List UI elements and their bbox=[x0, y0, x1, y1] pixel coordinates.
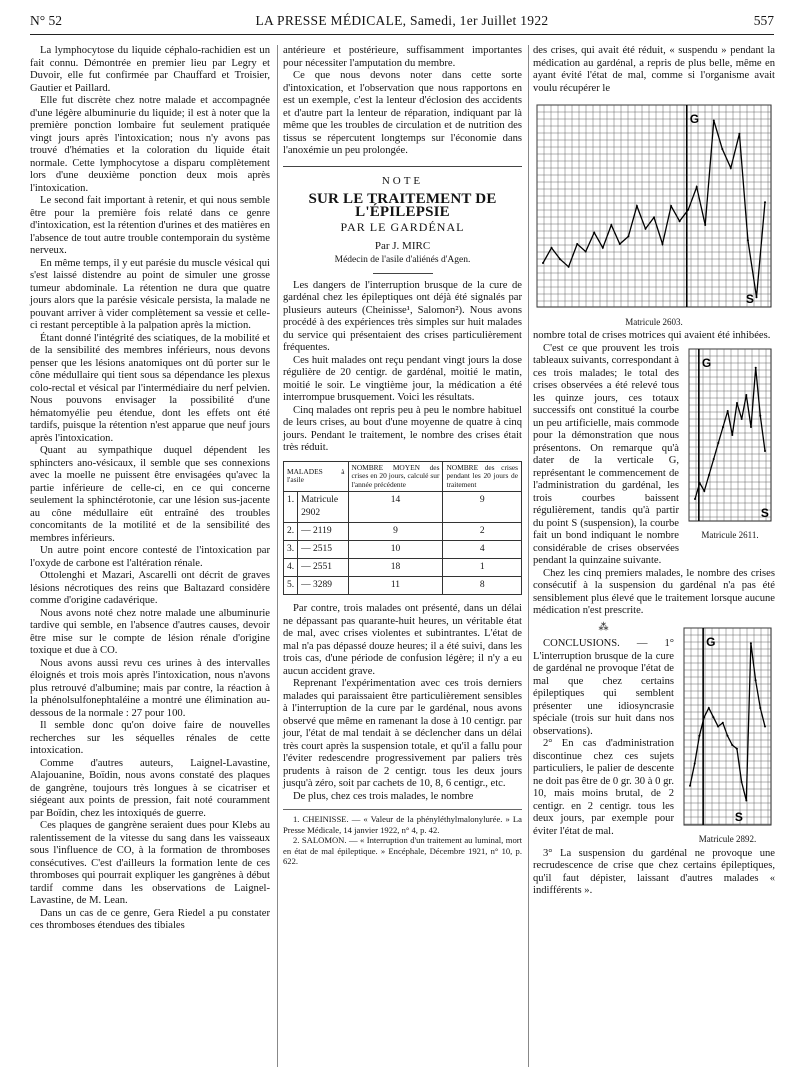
table-row bbox=[284, 559, 522, 577]
curve-point bbox=[694, 498, 696, 500]
patient-id: — 2515 bbox=[298, 541, 348, 559]
paragraph: C'est ce que prouvent les trois tableaux suivants, correspondant à ces trois malades; le total des crises observées a été relevé tous les quinze jours, ces totaux successifs ont constitué la courbe un peu artificielle, mais commode pour la démonstration que nous présentons. On remarque qu'à dater de la verticale G, représentant le commencement de l'administration du gardénal, les trois courbes baissent régulièrement, tandis qu'à partir du point S (suspension), la courbe fait un bond indiquant le nombre considérable de crises observées pendant la quinzaine suivante. bbox=[533, 342, 679, 566]
chart-frame bbox=[684, 628, 771, 825]
table-row bbox=[284, 577, 522, 595]
paragraph: Ces plaques de gangrène seraient dues pour Klebs au ralentissement de la vitesse du sang dans les vaisseaux sous l'influence de CO, à la formation de thromboses consécutives. C'est d'ailleurs la formation lente de ces thromboses qui pourrait expliquer les gangrènes à début tardif comme dans les observations de Laignel-Lavastine, de M. Lean. bbox=[30, 820, 270, 906]
column-left bbox=[30, 45, 270, 933]
row-index: 5. bbox=[284, 577, 298, 595]
curve-point bbox=[717, 725, 719, 727]
curve-point bbox=[542, 262, 544, 264]
label-s: S bbox=[745, 292, 754, 306]
curve-point bbox=[636, 205, 638, 207]
row-index: 1. bbox=[284, 492, 298, 523]
paragraph: Reprenant l'expérimentation avec ces trois derniers malades qui paraissaient être particulièrement sensibles à l'interruption de la cure par le gardénal, nous avons observé que même en ramenant la dose à 10 centigr. par jour, l'état de mal tendait à se déclencher dans un délai très court après la suspension totale, et qu'il a fallu pour l'éviter redescendre progressivement par paliers très prudents à raison de 2 centigr. tous les deux jours jusqu'à zéro, soit par cachets de 10, 8, 6 centigr., etc. bbox=[283, 678, 522, 789]
figure-caption: Matricule 2603. bbox=[625, 316, 683, 327]
seizure-curve-chart bbox=[685, 345, 775, 525]
footnote: 2. SALOMON. — « Interruption d'un traitement au luminal, mort en état de mal épileptique. » Encéphale, Décembre 1921, n° 10, p. 622. bbox=[283, 835, 522, 866]
column-divider bbox=[528, 45, 529, 1067]
curve-point bbox=[747, 239, 749, 241]
divider bbox=[373, 273, 433, 274]
table-header: MALADES à l'asile bbox=[284, 461, 349, 492]
paragraph: antérieure et postérieure, suffisamment importantes pour nécessiter l'amputation du membre. bbox=[283, 45, 522, 69]
curve-point bbox=[721, 148, 723, 150]
avg-crises: 11 bbox=[348, 577, 443, 595]
curve-point bbox=[687, 209, 689, 211]
paragraph: Le second fait important à retenir, et qui nous semble être pour la première fois relaté dans ce genre d'intoxication, est la rétention d'urines et des matières en l'absence de tout autre trouble contemporain du système nerveux. bbox=[30, 195, 270, 256]
curve-point bbox=[727, 734, 729, 736]
patient-id: — 2551 bbox=[298, 559, 348, 577]
paragraph: Chez les cinq premiers malades, le nombre des crises consécutif à la suspension du gardénal n'a pas été sensiblement plus élevé que le traitement lorsque aucune médication n'est prescrite. bbox=[533, 567, 775, 616]
patient-id: — 2119 bbox=[298, 523, 348, 541]
paragraph: Étant donné l'intégrité des sciatiques, de la mobilité et de la sensibilité des membres inférieurs, nous devons penser que les lésions anatomiques ont dû porter sur le cône médullaire qui tient sous sa dépendance les plexus colo-rectal et vésical par l'intermédiaire du nerf pelvien. Nous pouvons envisager la possibilité d'une hématomyélie peu étendue, dont les effets ont été tardifs, puisque la rétention n'est apparue que neuf jours après l'intoxication. bbox=[30, 332, 270, 444]
treatment-crises: 8 bbox=[443, 577, 522, 595]
paragraph: En même temps, il y eut parésie du muscle vésical qui s'est laissé distendre au point de simuler une grosse tumeur abdominale. La rétention ne dura que quatre jours alors que la parésie vésicale persista, la malade ne pouvant arriver à vider complètement sa vessie et celle-ci restant perceptible à la palpation après la miction. bbox=[30, 257, 270, 331]
paragraph: Ces huit malades ont reçu pendant vingt jours la dose régulière de 20 centigr. de gardénal, moitié le matin, moitié le soir. Le vingtième jour, la médication a été interrompue brusquement. Voici les résultats. bbox=[283, 354, 522, 403]
treatment-crises: 1 bbox=[443, 559, 522, 577]
footnotes bbox=[283, 809, 522, 867]
article-subtitle: PAR LE GARDÉNAL bbox=[340, 220, 465, 234]
header-rule bbox=[30, 34, 774, 35]
note-label: NOTE bbox=[381, 174, 424, 187]
curve-point bbox=[731, 434, 733, 436]
curve-point bbox=[741, 418, 743, 420]
row-index: 3. bbox=[284, 541, 298, 559]
curve-point bbox=[602, 247, 604, 249]
treatment-crises: 9 bbox=[443, 492, 522, 523]
paragraph: Cinq malades ont repris peu à peu le nombre habituel de leurs crises, au bout d'une moyenne de quatre à cinq jours. Pendant le traitement, le nombre des crises était très réduit. bbox=[283, 404, 522, 453]
figure-matricule-2603 bbox=[533, 101, 775, 328]
table-row bbox=[284, 492, 522, 523]
paragraph: Par contre, trois malades ont présenté, dans un délai ne dépassant pas quarante-huit heures, un véritable état de mal, avec crises violentes et subintrantes. L'état de mal n'a pas dépassé douze heures; il a été suivi, dans les trois cas, d'une période de confusion légère; il n'y a eu aucun accident grave. bbox=[283, 603, 522, 677]
curve-point bbox=[689, 784, 691, 786]
curve-point bbox=[745, 394, 747, 396]
curve-point bbox=[653, 216, 655, 218]
footnote: 1. CHEINISSE. — « Valeur de la phényléthylmalonylurée. » La Presse Médicale, 14 janvier 1922, n° 4, p. 42. bbox=[283, 814, 522, 835]
article-title: SUR LE TRAITEMENT DE L'ÉPILEPSIE bbox=[308, 191, 497, 220]
curve-point bbox=[679, 220, 681, 222]
table-row bbox=[284, 541, 522, 559]
figure-caption: Matricule 2611. bbox=[701, 530, 759, 540]
note-heading bbox=[283, 166, 522, 274]
curve-point bbox=[593, 232, 595, 234]
curve-point bbox=[610, 224, 612, 226]
curve-point bbox=[713, 120, 715, 122]
article-author: Par J. MIRC bbox=[374, 239, 431, 252]
curve-point bbox=[736, 402, 738, 404]
section-ornament: ⁂ bbox=[598, 621, 609, 633]
seizure-curve-chart bbox=[680, 624, 775, 829]
treatment-crises: 2 bbox=[443, 523, 522, 541]
curve-point bbox=[764, 450, 766, 452]
avg-crises: 9 bbox=[348, 523, 443, 541]
paragraph: Elle fut discrète chez notre malade et accompagnée d'une légère albuminurie du liquide; il est à noter que la première ponction lombaire fut seulement pratiquée vingt jours après l'intoxication; nous n'y avons pas trouvé d'hématies et la coloration du liquide était normale. Cette lymphocytose a disparu complètement lors d'une deuxième ponction deux mois après l'intoxication. bbox=[30, 95, 270, 194]
curve-point bbox=[585, 251, 587, 253]
paragraph: De plus, chez ces trois malades, le nombre bbox=[293, 790, 474, 802]
curve-point bbox=[712, 716, 714, 718]
curve-point bbox=[645, 228, 647, 230]
curve-point bbox=[750, 642, 752, 644]
curve-point bbox=[576, 243, 578, 245]
curve-point bbox=[722, 721, 724, 723]
table-header: NOMBRE des crises pendant les 20 jours de traitement bbox=[443, 461, 522, 492]
curve-point bbox=[703, 716, 705, 718]
curve-point bbox=[764, 201, 766, 203]
curve-point bbox=[755, 679, 757, 681]
conclusion-1: — 1° L'interruption brusque de la cure de gardénal ne provoque l'état de mal que chez certains épileptiques qui semblent présenter une idiosyncrasie spéciale (trois sur huit dans nos observations). bbox=[533, 638, 674, 737]
author-affiliation: Médecin de l'asile d'aliénés d'Agen. bbox=[334, 255, 471, 265]
table-header: NOMBRE MOYEN des crises en 20 jours, calculé sur l'année précédente bbox=[348, 461, 443, 492]
label-g: G bbox=[706, 634, 716, 649]
issue-number: N° 52 bbox=[30, 13, 63, 28]
label-s: S bbox=[734, 809, 743, 824]
paragraph: Un autre point encore contesté de l'intoxication par l'oxyde de carbone est l'altération rénale. bbox=[30, 545, 270, 569]
column-middle bbox=[283, 45, 522, 867]
figure-caption: Matricule 2892. bbox=[698, 834, 757, 844]
curve-point bbox=[745, 799, 747, 801]
curve-point bbox=[694, 762, 696, 764]
curve-point bbox=[750, 426, 752, 428]
paragraph: Il semble donc qu'on doive faire de nouvelles recherches sur les séquelles rénales de cette intoxication. bbox=[30, 720, 270, 756]
curve-point bbox=[722, 426, 724, 428]
row-index: 2. bbox=[284, 523, 298, 541]
curve-point bbox=[736, 747, 738, 749]
curve-point bbox=[713, 458, 715, 460]
figure-matricule-2611 bbox=[685, 345, 775, 542]
avg-crises: 18 bbox=[348, 559, 443, 577]
paragraph: Nous avons noté chez notre malade une albuminurie tardive qui semble, en l'absence d'autres causes, devoir être mise sur le compte de lésion rénale d'origine toxique et due à CO. bbox=[30, 607, 270, 656]
paragraph: Comme d'autres auteurs, Laignel-Lavastine, Alajouanine, Boïdin, nous avons constaté des plaques de gangrène, toujours très longues à se cicatriser et siégeant aux points de pression, fait noté couramment par Boïdin, chez les intoxiqués de guerre. bbox=[30, 757, 270, 819]
curve-point bbox=[708, 474, 710, 476]
label-g: G bbox=[701, 355, 712, 370]
avg-crises: 14 bbox=[348, 492, 443, 523]
conclusion-3: 3° La suspension du gardénal ne provoque une recrudescence de crise que chez certains épileptiques, qu'il faut dépister, laissant d'autres malades « indifférents ». bbox=[533, 847, 775, 896]
curve-point bbox=[696, 186, 698, 188]
curve-point bbox=[568, 266, 570, 268]
curve-point bbox=[619, 243, 621, 245]
journal-title: LA PRESSE MÉDICALE, Samedi, 1er Juillet 1922 bbox=[255, 13, 549, 28]
curve-point bbox=[704, 224, 706, 226]
paragraph: Ce que nous devons noter dans cette sorte d'intoxication, et l'observation que nous rapportons en est un exemple, c'est la lenteur d'éclosion des accidents et d'autre part la lenteur de réparation, indiquant par là même que les troubles de circulation et de nutrition des tissus se répercutent longtemps sur l'économie dans l'anoxémie un peu prolongée. bbox=[283, 70, 522, 156]
curve-point bbox=[730, 167, 732, 169]
curve-point bbox=[559, 258, 561, 260]
curve-point bbox=[756, 296, 758, 298]
paragraph: des crises, qui avait été réduit, « suspendu » pendant la médication au gardénal, a repris de plus belle, même en ayant évité l'état de mal, comme si l'organisme avait voulu récupérer le bbox=[533, 45, 775, 94]
conclusions-label: CONCLUSIONS. bbox=[543, 638, 620, 649]
figure-matricule-2892 bbox=[680, 624, 775, 846]
paragraph: Dans un cas de ce genre, Gera Riedel a pu constater ces thromboses étendues des tibiales bbox=[30, 907, 270, 931]
curve-point bbox=[731, 744, 733, 746]
curve-point bbox=[703, 490, 705, 492]
curve-point bbox=[670, 205, 672, 207]
curve-point bbox=[551, 247, 553, 249]
label-g: G bbox=[689, 112, 700, 126]
curve-point bbox=[764, 725, 766, 727]
chart-frame bbox=[689, 349, 771, 521]
avg-crises: 10 bbox=[348, 541, 443, 559]
curve-point bbox=[698, 734, 700, 736]
paragraph: Les dangers de l'interruption brusque de la cure de gardénal chez les épileptiques ont déjà été signalés par plusieurs auteurs (Cheinisse¹, Salomon²). Nous avons procédé à des expériences très simples sur huit malades du service qui présentaient des crises particulièrement fréquentes. bbox=[283, 279, 522, 353]
row-index: 4. bbox=[284, 559, 298, 577]
curve-point bbox=[741, 781, 743, 783]
curve-point bbox=[662, 243, 664, 245]
crises-table bbox=[283, 461, 522, 596]
patient-id: Matricule 2902 bbox=[298, 492, 348, 523]
paragraph: Ottolenghi et Mazari, Ascarelli ont décrit de graves lésions nécrotiques des reins que Baltazard considère comme d'origine cadavérique. bbox=[30, 570, 270, 606]
table-row bbox=[284, 523, 522, 541]
curve-point bbox=[755, 366, 757, 368]
label-s: S bbox=[760, 505, 769, 520]
conclusion-2: 2° En cas d'administration discontinue chez ces sujets particuliers, le palier de descente ne doit pas être de 0 gr. 30 à 0 gr. 10, mais moins brutal, de 2 centigr. en 2 centigr. tous les deux jours, par exemple pour éviter l'état de mal. bbox=[533, 738, 674, 837]
paragraph: Nous avons aussi revu ces urines à des intervalles éloignés et trois mois après l'intoxication, nous n'avons plus retrouvé d'albumine; mais par contre, la réaction à la phénolsulfonephtaléine a montré une élimination au-dessous de la normale : 27 pour 100. bbox=[30, 657, 270, 719]
seizure-curve-chart bbox=[533, 101, 775, 311]
curve-point bbox=[627, 235, 629, 237]
treatment-crises: 4 bbox=[443, 541, 522, 559]
curve-point bbox=[708, 707, 710, 709]
curve-point bbox=[699, 482, 701, 484]
curve-point bbox=[759, 707, 761, 709]
column-right bbox=[533, 45, 775, 898]
paragraph: nombre total de crises motrices qui avaient été inhibées. bbox=[533, 330, 771, 341]
curve-point bbox=[717, 442, 719, 444]
patient-id: — 3289 bbox=[298, 577, 348, 595]
page-number: 557 bbox=[753, 13, 774, 28]
curve-point bbox=[738, 133, 740, 135]
column-divider bbox=[277, 45, 278, 1067]
curve-point bbox=[759, 414, 761, 416]
paragraph: Quant au sympathique duquel dépendent les sphincters ano-vésicaux, il semble que ses connexions avec la moelle ne puissent être envisagées qu'avec la partie inférieure de celle-ci, en ce qui concerne seulement la sphinctérotonie, car une lésion sus-jacente au cône médullaire eût entraîné des troubles concomitants de la motilité et de la sensibilité des membres inférieurs. bbox=[30, 445, 270, 544]
paragraph: La lymphocytose du liquide céphalo-rachidien est un fait connu. Démontrée en premier lieu par Legry et Duvoir, elle fut confirmée par Chauffard et Troisier, Gautier et Paillard. bbox=[30, 45, 270, 94]
curve-point bbox=[727, 410, 729, 412]
